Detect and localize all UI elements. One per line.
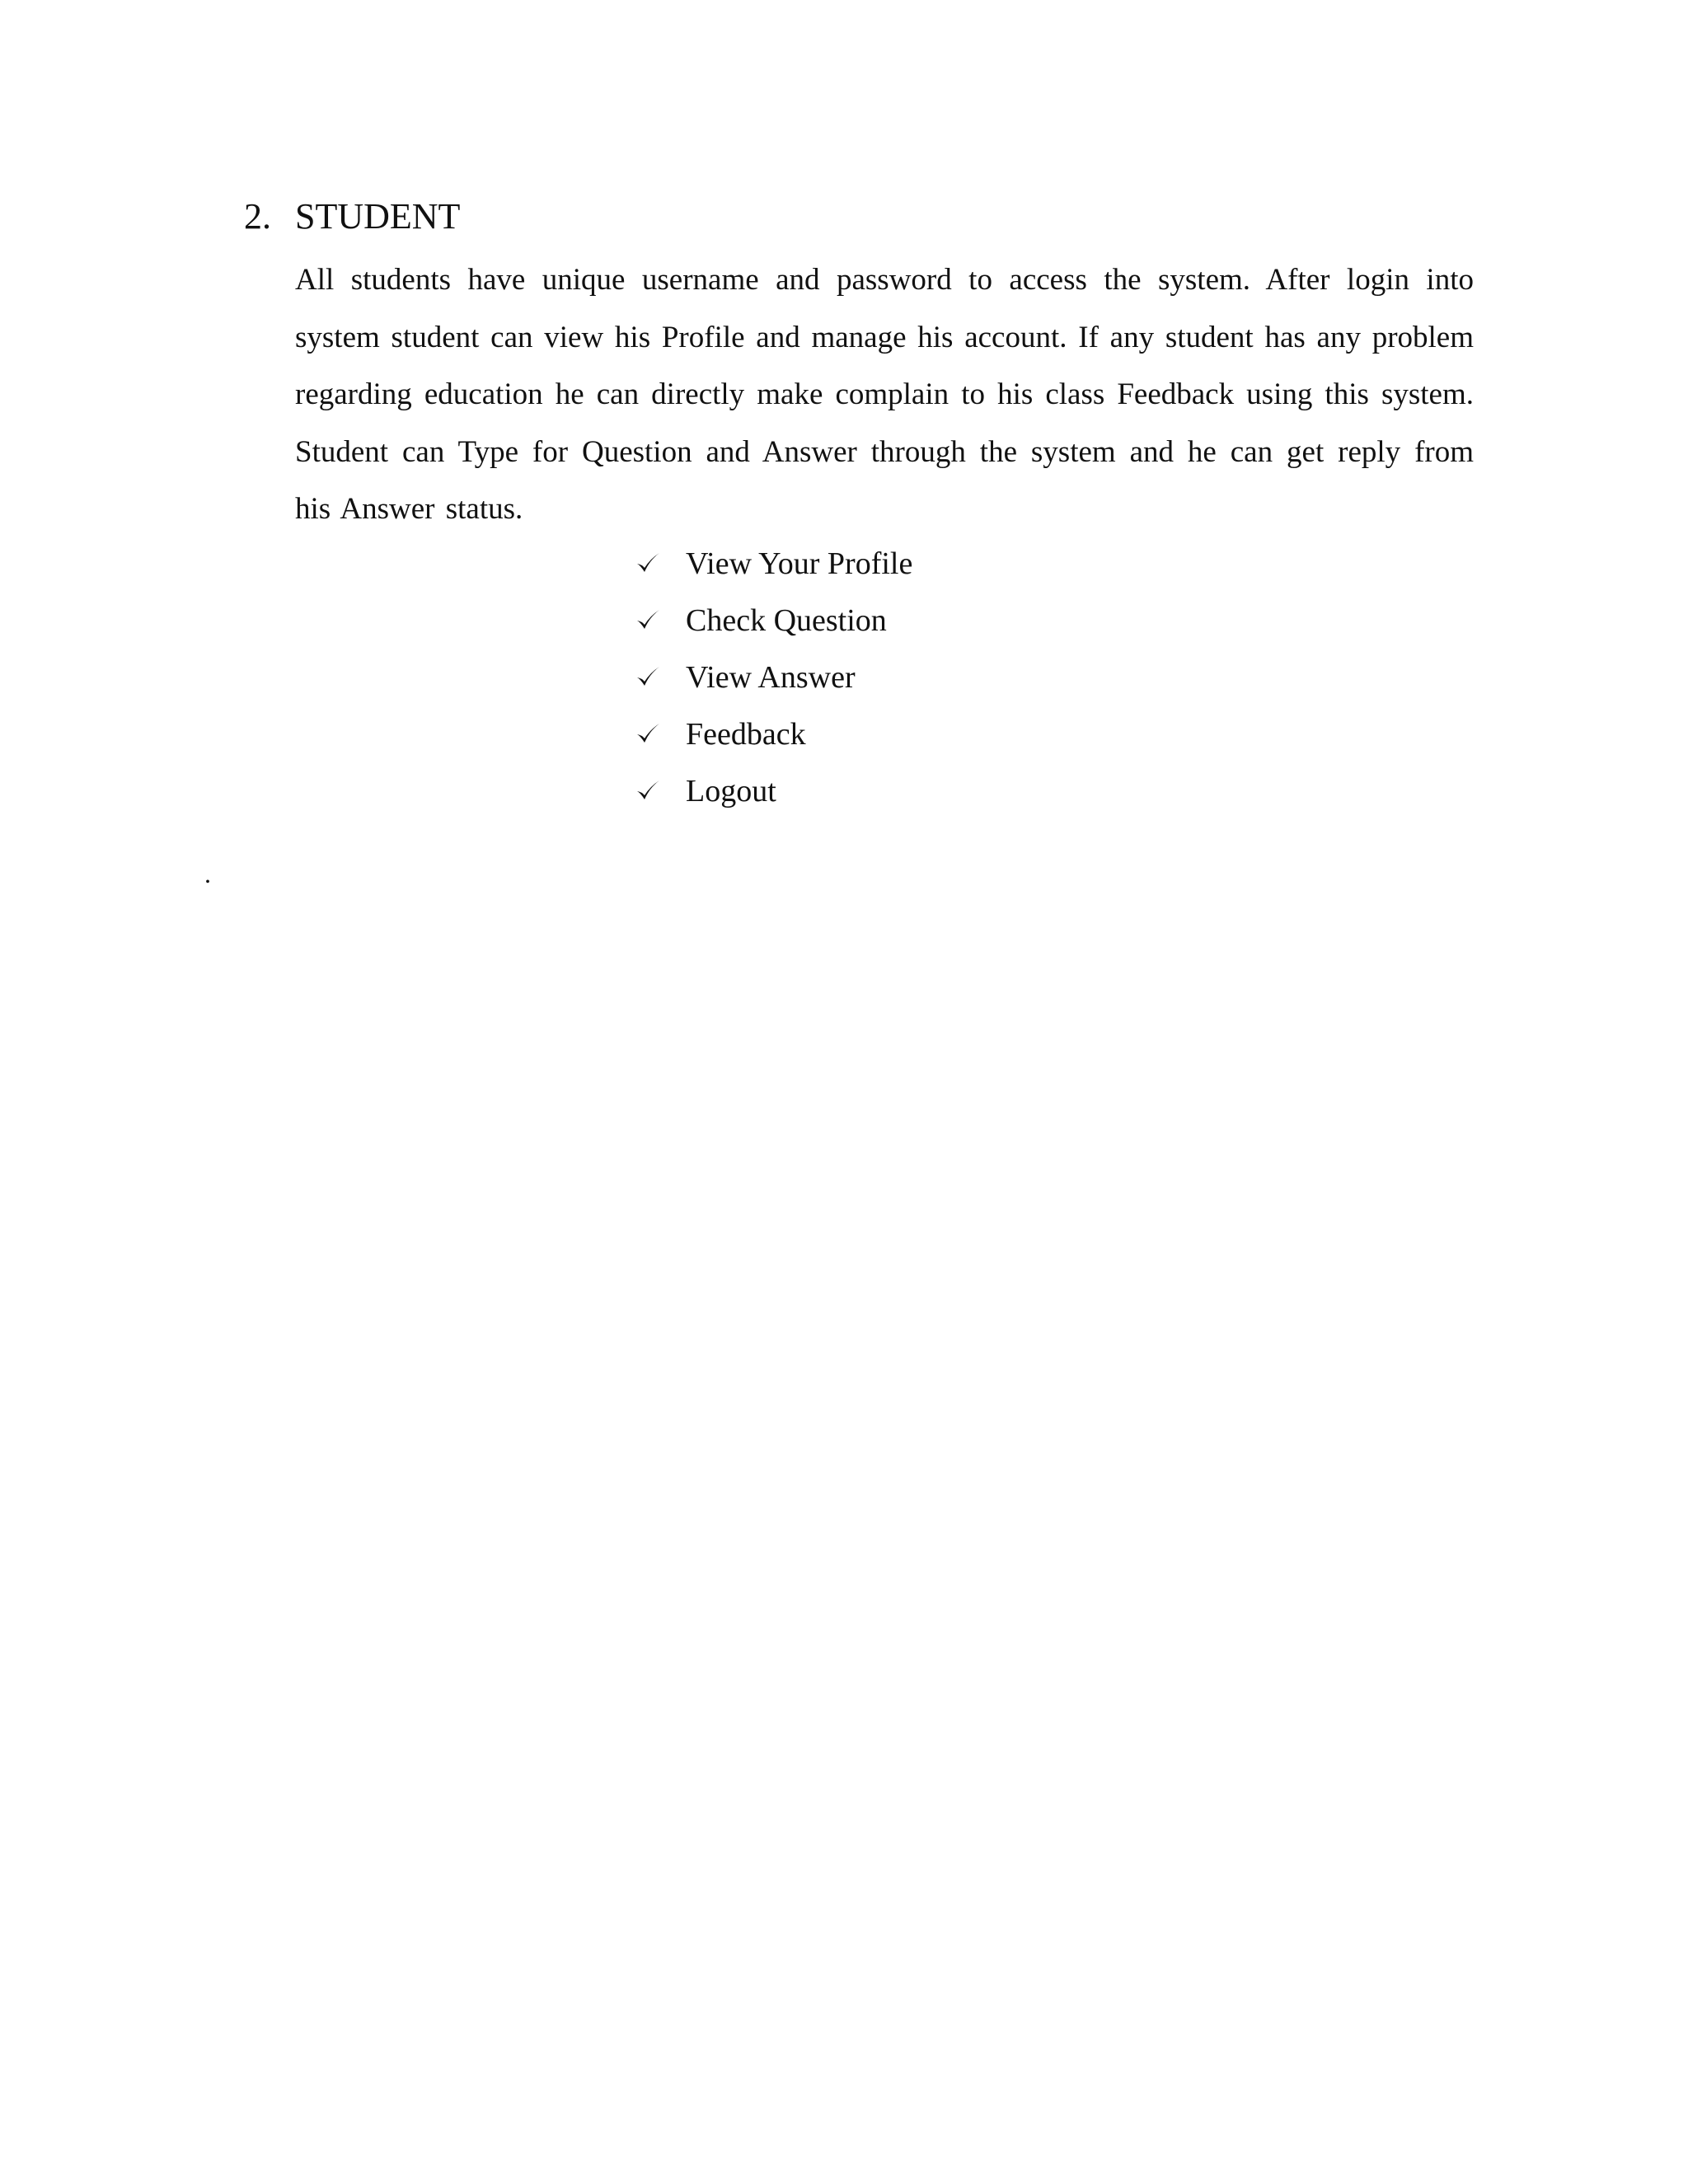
check-icon: [635, 720, 661, 747]
checklist-item-label: View Your Profile: [686, 546, 913, 581]
checklist-item-label: Check Question: [686, 603, 887, 638]
stray-period: .: [204, 859, 211, 888]
section-heading: [244, 188, 460, 246]
section-title: STUDENT: [295, 196, 461, 237]
checklist-item-label: View Answer: [686, 660, 856, 695]
section-number: 2.: [244, 196, 271, 237]
check-icon: [635, 663, 661, 690]
check-icon: [635, 607, 661, 633]
check-icon: [635, 550, 661, 576]
checklist-item-label: Logout: [686, 774, 776, 808]
section-paragraph: All students have unique username and password to access the system. After login into system student can view his Profile and manage his account. If any student has any problem regarding education he can directly make complain to his class Feedback using this system. Student can Type for Question and Answer through the system and he can get reply from his Answer status.: [295, 263, 1474, 526]
check-icon: [635, 777, 661, 804]
checklist-item-label: Feedback: [686, 717, 806, 752]
